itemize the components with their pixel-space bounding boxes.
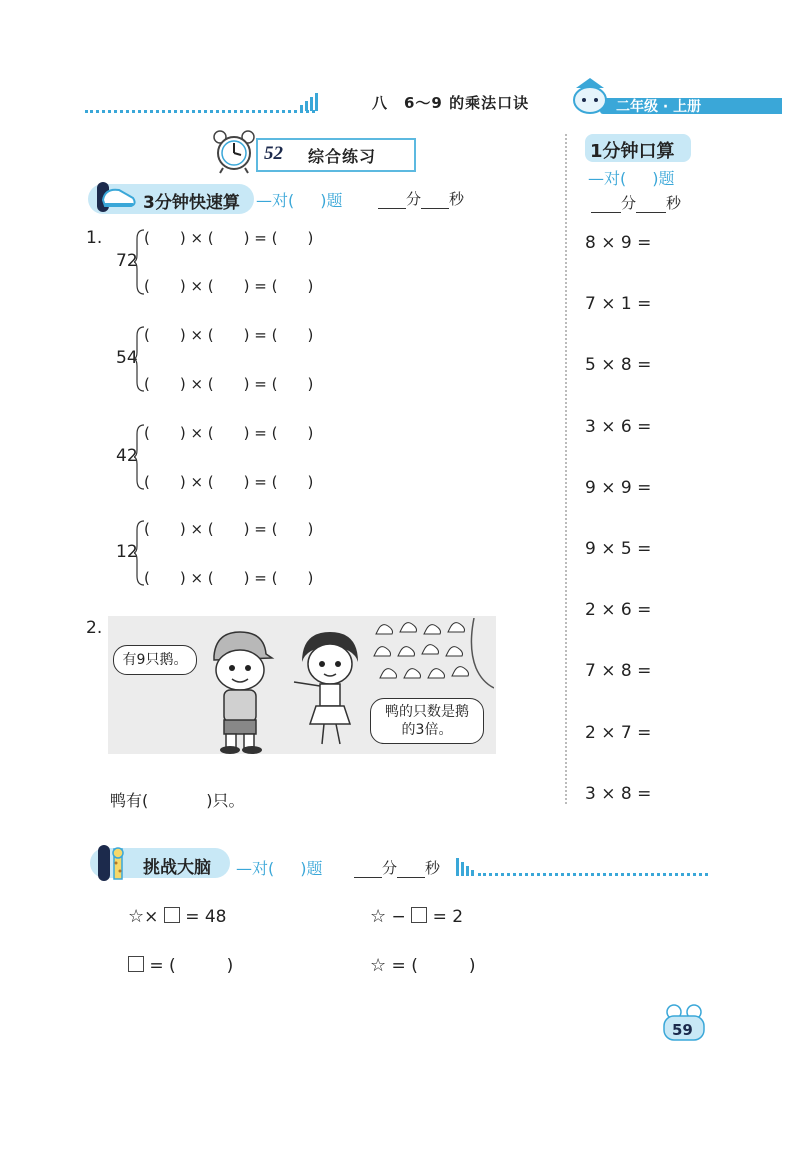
star-icon: ☆ [370,955,387,976]
challenge-score [236,856,323,879]
challenge-bars-icon [456,858,476,878]
boy-speech-bubble [113,645,197,675]
star-icon: ☆ [128,906,145,927]
mental-score-prefix: —对( [588,169,627,188]
answer-prefix: 鸭有( [110,791,149,810]
mental-item[interactable]: 8 × 9 = [585,233,652,253]
sneaker-icon [95,180,139,214]
mental-item[interactable]: 7 × 1 = [585,294,652,314]
boy-illustration [200,626,278,756]
speed-score-suffix: )题 [320,191,343,210]
challenge-eq1-tail: = 48 [179,907,227,927]
mental-item[interactable]: 5 × 8 = [585,355,652,375]
speed-score-prefix: —对( [256,191,295,210]
girl-speech-text: 鸭的只数是鹅的3倍。 [385,704,469,738]
problem2-answer [110,788,245,811]
mascot-icon [566,74,614,116]
problem1-number: 1. [86,228,103,248]
square-icon [411,907,427,923]
girl-speech-bubble [370,698,484,744]
mental-seconds-label: 秒 [666,194,682,212]
equation-blank-row[interactable]: ( ) × ( ) = ( ) [144,520,314,538]
equation-blank-row[interactable]: ( ) × ( ) = ( ) [144,424,314,442]
challenge-section-title: 挑战大脑 [143,858,211,878]
target-number: 72 [116,251,138,271]
unit-title: 八 6～9 的乘法口诀 [372,94,530,112]
mental-minutes-label: 分 [621,194,637,212]
girl-illustration [290,628,370,750]
challenge-seconds-blank[interactable] [397,861,425,878]
mental-minutes-blank[interactable] [591,196,621,213]
speed-seconds-label: 秒 [449,190,465,208]
challenge-ans2-tail: = ( ) [386,956,476,976]
challenge-ans2[interactable] [370,951,475,976]
challenge-eq2 [370,906,463,927]
ducks-geese-illustration [372,618,494,702]
equation-blank-row[interactable]: ( ) × ( ) = ( ) [144,277,314,295]
mental-item[interactable]: 9 × 5 = [585,539,652,559]
mental-timer [591,192,681,213]
target-number: 12 [116,542,138,562]
alarm-clock-icon [211,128,257,174]
challenge-eq2-tail: = 2 [427,907,464,927]
boy-speech-text: 有9只鹅。 [122,652,188,668]
challenge-eq1-op: × [144,907,164,927]
challenge-ans1[interactable] [128,951,233,976]
challenge-seconds-label: 秒 [425,859,441,877]
mental-score-suffix: )题 [652,169,675,188]
square-icon [164,907,180,923]
mental-item[interactable]: 7 × 8 = [585,661,652,681]
lesson-name: 综合练习 [308,147,377,166]
column-divider [565,134,567,804]
speed-timer [378,188,464,209]
speed-minutes-blank[interactable] [378,192,406,209]
grade-label: 二年级 · 上册 [616,99,702,115]
header-dotted-rule [85,110,315,113]
mental-score [588,166,675,189]
challenge-dotted-rule [478,873,708,876]
square-icon [128,956,144,972]
header-bars-icon [300,93,322,113]
target-number: 42 [116,446,138,466]
mental-item[interactable]: 3 × 8 = [585,784,652,804]
equation-blank-row[interactable]: ( ) × ( ) = ( ) [144,229,314,247]
equation-blank-row[interactable]: ( ) × ( ) = ( ) [144,326,314,344]
speed-minutes-label: 分 [406,190,422,208]
problem2-number: 2. [86,618,103,638]
equation-blank-row[interactable]: ( ) × ( ) = ( ) [144,569,314,587]
mental-seconds-blank[interactable] [636,196,666,213]
speed-section-title: 3分钟快速算 [143,193,240,213]
mental-item[interactable]: 2 × 7 = [585,723,652,743]
challenge-ans1-tail: = ( ) [144,956,234,976]
star-icon: ☆ [370,906,387,927]
lesson-number: 52 [264,143,283,164]
page-number: 59 [672,1021,693,1039]
equation-blank-row[interactable]: ( ) × ( ) = ( ) [144,473,314,491]
challenge-eq1 [128,906,226,927]
mental-item[interactable]: 9 × 9 = [585,478,652,498]
challenge-eq2-op: − [386,907,412,927]
challenge-timer [354,857,440,878]
challenge-minutes-label: 分 [382,859,398,877]
mental-item[interactable]: 2 × 6 = [585,600,652,620]
mental-section-title: 1分钟口算 [590,141,675,162]
answer-suffix: )只。 [206,791,245,810]
speed-score [256,188,343,211]
challenge-score-prefix: —对( [236,859,275,878]
challenge-score-suffix: )题 [300,859,323,878]
challenge-minutes-blank[interactable] [354,861,382,878]
giraffe-icon [96,843,136,883]
target-number: 54 [116,348,138,368]
equation-blank-row[interactable]: ( ) × ( ) = ( ) [144,375,314,393]
speed-seconds-blank[interactable] [421,192,449,209]
mental-item[interactable]: 3 × 6 = [585,417,652,437]
